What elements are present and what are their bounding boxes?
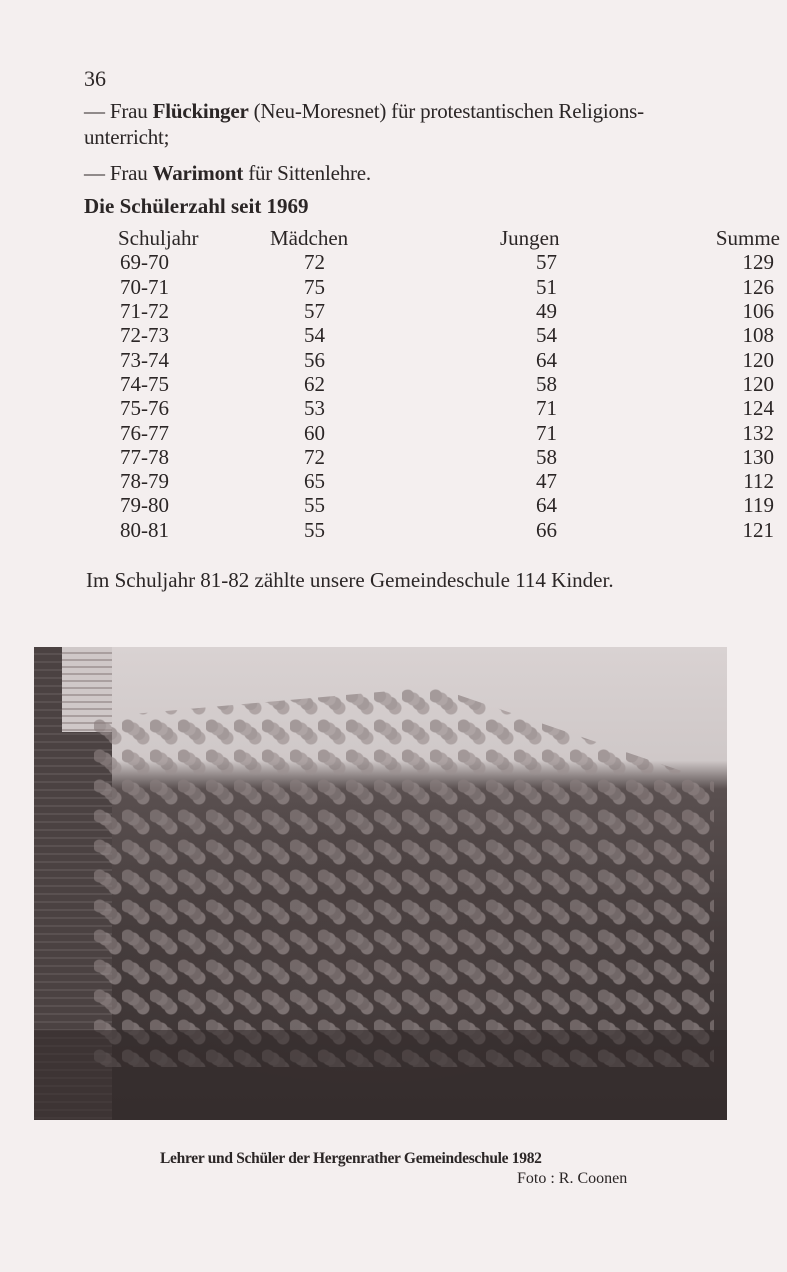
cell-maedchen: 53: [304, 396, 325, 421]
cell-jungen: 57: [536, 250, 557, 275]
table-header-row: [118, 226, 780, 250]
cell-schuljahr: 73-74: [120, 347, 169, 372]
cell-summe: 132: [742, 420, 774, 445]
cell-summe: 108: [742, 323, 774, 348]
cell-maedchen: 55: [304, 517, 325, 542]
cell-jungen: 71: [536, 396, 557, 421]
cell-maedchen: 60: [304, 420, 325, 445]
cell-schuljahr: 80-81: [120, 517, 169, 542]
table-row: [118, 518, 780, 542]
cell-schuljahr: 79-80: [120, 493, 169, 518]
cell-summe: 120: [742, 371, 774, 396]
cell-schuljahr: 78-79: [120, 469, 169, 494]
cell-maedchen: 57: [304, 299, 325, 324]
cell-summe: 121: [742, 517, 774, 542]
cell-maedchen: 75: [304, 274, 325, 299]
teacher-name: Warimont: [152, 161, 244, 185]
cell-schuljahr: 76-77: [120, 420, 169, 445]
group-photo: [34, 647, 727, 1120]
photo-credit: Foto : R. Coonen: [517, 1170, 628, 1187]
table-row: [118, 250, 780, 274]
student-count-table: [118, 226, 780, 542]
cell-maedchen: 54: [304, 323, 325, 348]
cell-jungen: 47: [536, 469, 557, 494]
header-schuljahr: Schuljahr: [118, 226, 199, 251]
cell-jungen: 54: [536, 323, 557, 348]
cell-schuljahr: 71-72: [120, 299, 169, 324]
cell-maedchen: 55: [304, 493, 325, 518]
grass-ground: [34, 1030, 727, 1120]
cell-summe: 120: [742, 347, 774, 372]
header-summe: Summe: [715, 226, 780, 251]
cell-summe: 106: [742, 299, 774, 324]
table-row: [118, 469, 780, 493]
table-row: [118, 275, 780, 299]
page-number: 36: [84, 66, 106, 91]
cell-maedchen: 72: [304, 250, 325, 275]
header-jungen: Jungen: [500, 226, 560, 251]
cell-schuljahr: 72-73: [120, 323, 169, 348]
cell-jungen: 58: [536, 371, 557, 396]
paragraph-warimont: [84, 160, 371, 186]
cell-schuljahr: 75-76: [120, 396, 169, 421]
cell-summe: 124: [742, 396, 774, 421]
cell-summe: 119: [743, 493, 774, 518]
cell-jungen: 51: [536, 274, 557, 299]
cell-schuljahr: 70-71: [120, 274, 169, 299]
table-row: [118, 420, 780, 444]
table-row: [118, 347, 780, 371]
teacher-name: Flückinger: [152, 99, 249, 123]
cell-maedchen: 56: [304, 347, 325, 372]
cell-jungen: 49: [536, 299, 557, 324]
table-row: [118, 299, 780, 323]
cell-maedchen: 65: [304, 469, 325, 494]
cell-schuljahr: 69-70: [120, 250, 169, 275]
cell-maedchen: 62: [304, 371, 325, 396]
table-row: [118, 372, 780, 396]
section-heading: Die Schülerzahl seit 1969: [84, 194, 309, 218]
cell-jungen: 58: [536, 444, 557, 469]
cell-summe: 126: [742, 274, 774, 299]
dash-text: — Frau: [84, 161, 153, 185]
header-maedchen: Mädchen: [270, 226, 349, 251]
dash-text: — Frau: [84, 99, 153, 123]
paragraph-rest: für Sittenlehre.: [243, 161, 371, 185]
cell-summe: 112: [743, 469, 774, 494]
table-row: [118, 396, 780, 420]
table-row: [118, 323, 780, 347]
summary-text: Im Schuljahr 81-82 zählte unsere Gemeindeschule 114 Kinder.: [86, 568, 614, 592]
photo-caption: Lehrer und Schüler der Hergenrather Gemeindeschule 1982: [160, 1150, 542, 1167]
cell-schuljahr: 77-78: [120, 444, 169, 469]
table-row: [118, 445, 780, 469]
paragraph-rest: (Neu-Moresnet) für protestantischen Religions-unterricht;: [84, 99, 644, 149]
cell-summe: 130: [742, 444, 774, 469]
cell-jungen: 64: [536, 493, 557, 518]
cell-jungen: 66: [536, 517, 557, 542]
cell-maedchen: 72: [304, 444, 325, 469]
cell-summe: 129: [742, 250, 774, 275]
cell-schuljahr: 74-75: [120, 371, 169, 396]
cell-jungen: 71: [536, 420, 557, 445]
cell-jungen: 64: [536, 347, 557, 372]
table-row: [118, 493, 780, 517]
crowd-of-students: [94, 687, 714, 1067]
paragraph-flueckinger: [84, 98, 694, 150]
